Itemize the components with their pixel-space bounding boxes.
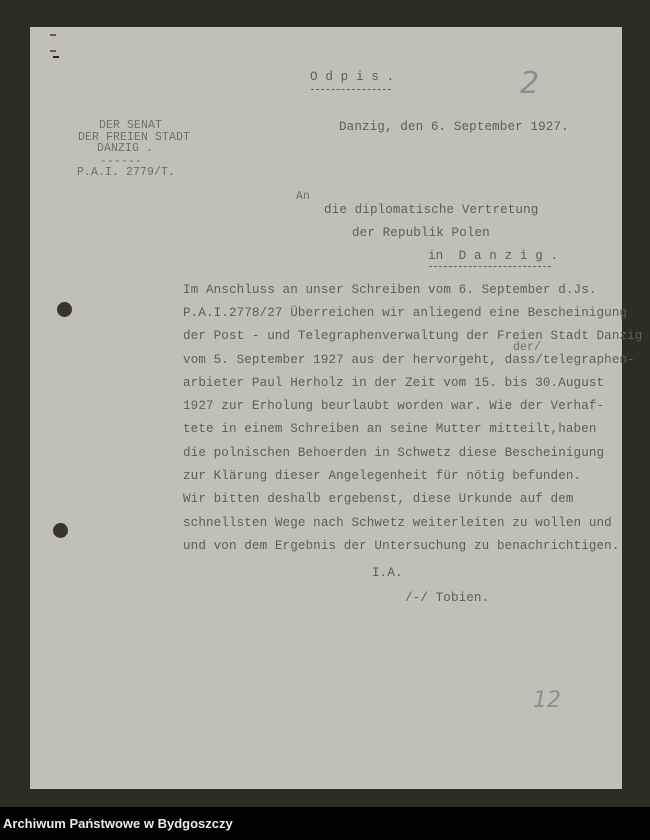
recipient-underline [429,266,551,267]
punch-hole [53,523,68,538]
body-line-11: schnellsten Wege nach Schwetz weiterleiten zu wollen und [183,516,612,530]
sender-line-1: DER SENAT [99,119,163,132]
staple-mark [50,50,56,52]
recipient-salutation: An [296,190,311,203]
closing-ia: I.A. [372,566,403,580]
date-line: Danzig, den 6. September 1927. [339,120,569,134]
sender-separator: ------ [100,155,143,168]
body-line-10: Wir bitten deshalb ergebenst, diese Urkunde auf dem [183,492,574,506]
body-line-12: und von dem Ergebnis der Untersuchung zu benachrichtigen. [183,539,620,553]
signature: /-/ Tobien. [405,591,490,605]
body-line-1: Im Anschluss an unser Schreiben vom 6. September d.Js. [183,283,597,297]
body-line-4: vom 5. September 1927 aus der hervorgeht, dass/telegraphen- [183,353,635,367]
sender-reference: P.A.I. 2779/T. [77,166,176,179]
body-line-9: zur Klärung dieser Angelegenheit für nötig befunden. [183,469,582,483]
body-line-2: P.A.I.2778/27 Überreichen wir anliegend eine Bescheinigung [183,306,628,320]
handwritten-page-number-top: 2 [520,66,540,101]
body-line-5: arbieter Paul Herholz in der Zeit vom 15. bis 30.August [183,376,605,390]
heading-underline [311,89,391,90]
body-line-7: tete in einem Schreiben an seine Mutter mitteilt,haben [183,422,597,436]
staple-mark [50,34,56,36]
sender-line-3: DANZIG . [97,142,154,155]
recipient-line-2: der Republik Polen [352,226,490,240]
document-heading: O d p i s . [310,70,395,84]
body-line-6: 1927 zur Erholung beurlaubt worden war. Wie der Verhaf- [183,399,605,413]
punch-hole [57,302,72,317]
sender-line-2: DER FREIEN STADT [78,131,191,144]
archive-caption-bar [0,807,650,840]
archive-name: Archiwum Państwowe w Bydgoszczy [3,816,233,831]
interlinear-insert: der/ [513,341,542,354]
body-line-8: die polnischen Behoerden in Schwetz diese Bescheinigung [183,446,605,460]
staple-mark [53,56,59,58]
handwritten-page-number-bottom: 12 [533,688,561,713]
recipient-line-1: die diplomatische Vertretung [324,203,539,217]
recipient-line-3: in D a n z i g . [428,249,559,263]
body-line-3: der Post - und Telegraphenverwaltung der Freien Stadt Danzig [183,329,643,343]
